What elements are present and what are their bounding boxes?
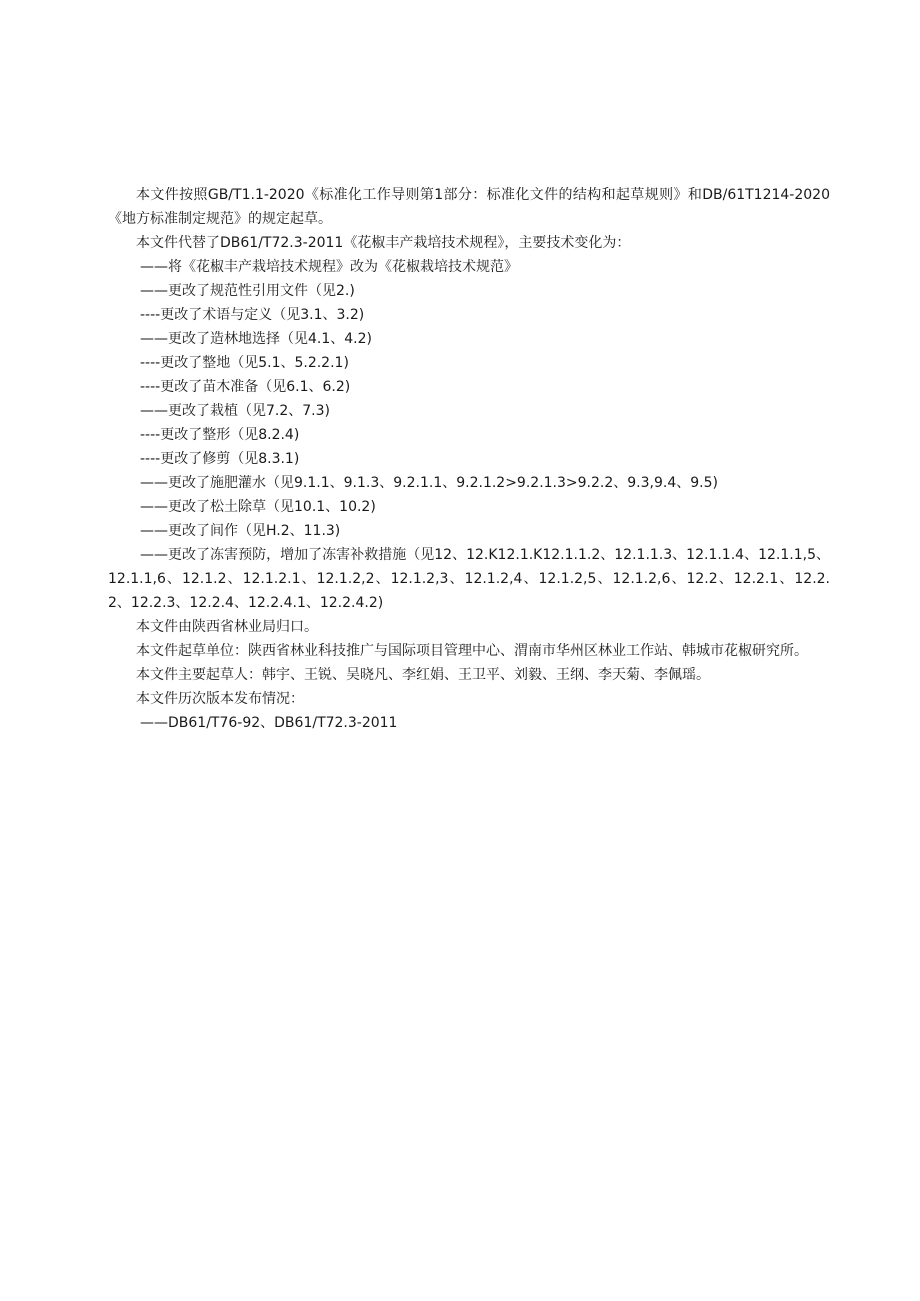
change-item: ----更改了苗木准备（见6.1、6.2) — [140, 379, 351, 395]
change-item: ——更改了栽植（见7.2、7.3) — [140, 403, 330, 419]
change-item: ——更改了间作（见H.2、11.3) — [140, 523, 341, 539]
change-item: ----更改了修剪（见8.3.1) — [140, 451, 300, 467]
history-item: ——DB61/T76-92、DB61/T72.3-2011 — [140, 715, 398, 731]
change-item: ----更改了整地（见5.1、5.2.2.1) — [140, 355, 349, 371]
foreword-body — [108, 183, 830, 735]
changes-list — [108, 255, 830, 615]
change-item: ----更改了整形（见8.2.4) — [140, 427, 300, 443]
replace-paragraph: 本文件代替了DB61/T72.3-2011《花椒丰产栽培技术规程》，主要技术变化为： — [136, 235, 631, 251]
intro-paragraph: 本文件按照GB/T1.1-2020《标准化工作导则第1部分：标准化文件的结构和起草规则》和DB/61T1214-2020《地方标准制定规范》的规定起草。 — [108, 187, 830, 227]
change-item: ——将《花椒丰产栽培技术规程》改为《花椒栽培技术规范》 — [140, 259, 518, 275]
change-item: ——更改了松土除草（见10.1、10.2) — [140, 499, 376, 515]
change-item: ——更改了施肥灌水（见9.1.1、9.1.3、9.2.1.1、9.2.1.2>9.2.1.3>9.2.2、9.3,9.4、9.5) — [140, 475, 718, 491]
change-item: ——更改了规范性引用文件（见2.) — [140, 283, 355, 299]
change-item: ——更改了造林地选择（见4.1、4.2) — [140, 331, 372, 347]
change-item: ----更改了术语与定义（见3.1、3.2) — [140, 307, 365, 323]
drafters-paragraph: 本文件主要起草人：韩宇、王锐、吴晓凡、李红娟、王卫平、刘毅、王纲、李天菊、李佩瑶。 — [136, 667, 710, 683]
change-item: ——更改了冻害预防，增加了冻害补救措施（见12、12.K12.1.K12.1.1.2、12.1.1.3、12.1.1.4、12.1.1,5、12.1.1,6、12.1.2、12.1.2.1、12.1.2,2、12.1.2,3、12.1.2,4、12.1.2,5、12.1.2,6、12.2、12.2.1、12.2.2、12.2.3、12.2.4、12.2.4.1、12.2.4.2) — [108, 547, 830, 611]
drafting-units-paragraph: 本文件起草单位：陕西省林业科技推广与国际项目管理中心、渭南市华州区林业工作站、韩城市花椒研究所。 — [136, 643, 808, 659]
authority-paragraph: 本文件由陕西省林业局归口。 — [136, 619, 318, 635]
history-title: 本文件历次版本发布情况： — [136, 691, 304, 707]
